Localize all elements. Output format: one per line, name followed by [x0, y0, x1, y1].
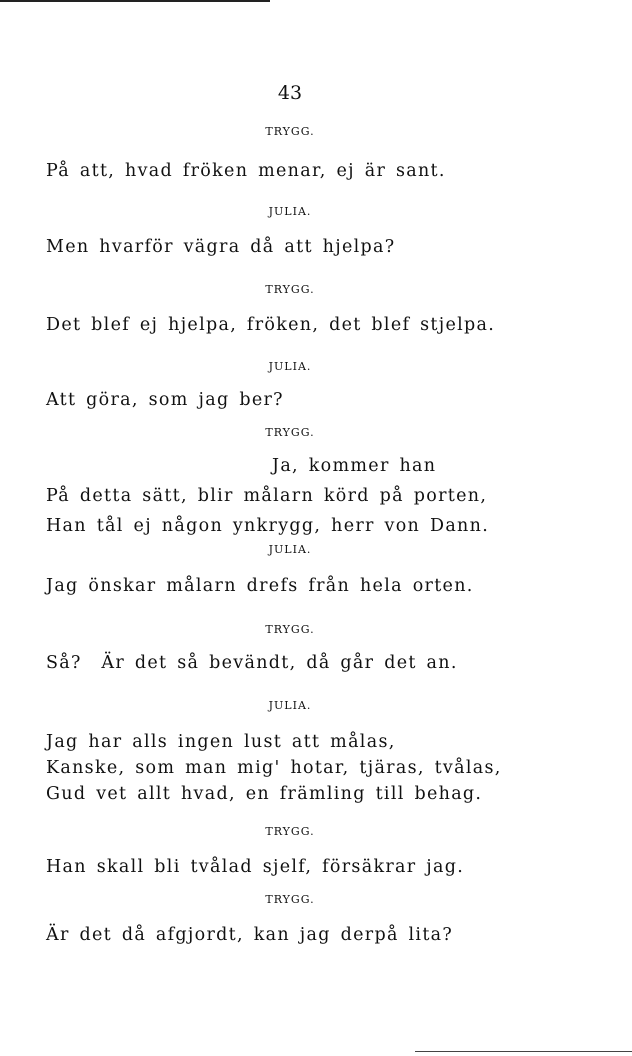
verse-line: På detta sätt, blir målarn körd på porten, — [46, 486, 488, 506]
speaker-label: TRYGG. — [265, 893, 315, 906]
verse-line: På att, hvad fröken menar, ej är sant. — [46, 161, 446, 181]
verse-line: Ja, kommer han — [272, 456, 437, 476]
verse-line: Det blef ej hjelpa, fröken, det blef stjelpa. — [46, 315, 496, 335]
verse-line: Men hvarför vägra då att hjelpa? — [46, 237, 396, 257]
verse-line: Så? Är det så bevändt, då går det an. — [46, 653, 458, 673]
verse-line: Han skall bli tvålad sjelf, försäkrar jag. — [46, 857, 465, 877]
speaker-label: JULIA. — [268, 205, 312, 218]
verse-line: Kanske, som man mig' hotar, tjäras, tvålas, — [46, 758, 502, 778]
verse-line: Jag önskar målarn drefs från hela orten. — [46, 576, 474, 596]
verse-line: Han tål ej någon ynkrygg, herr von Dann. — [46, 516, 490, 536]
speaker-label: JULIA. — [268, 699, 312, 712]
verse-line: Gud vet allt hvad, en främling till behag. — [46, 784, 483, 804]
page-number: 43 — [277, 82, 303, 104]
verse-line: Att göra, som jag ber? — [46, 390, 284, 410]
speaker-label: TRYGG. — [265, 283, 315, 296]
verse-line: Jag har alls ingen lust att målas, — [46, 732, 396, 752]
speaker-label: TRYGG. — [265, 623, 315, 636]
top-rule — [0, 0, 270, 2]
speaker-label: TRYGG. — [265, 125, 315, 138]
speaker-label: TRYGG. — [265, 825, 315, 838]
speaker-label: TRYGG. — [265, 426, 315, 439]
speaker-label: JULIA. — [268, 360, 312, 373]
bottom-rule — [415, 1051, 632, 1052]
speaker-label: JULIA. — [268, 543, 312, 556]
verse-line: Är det då afgjordt, kan jag derpå lita? — [46, 925, 454, 945]
